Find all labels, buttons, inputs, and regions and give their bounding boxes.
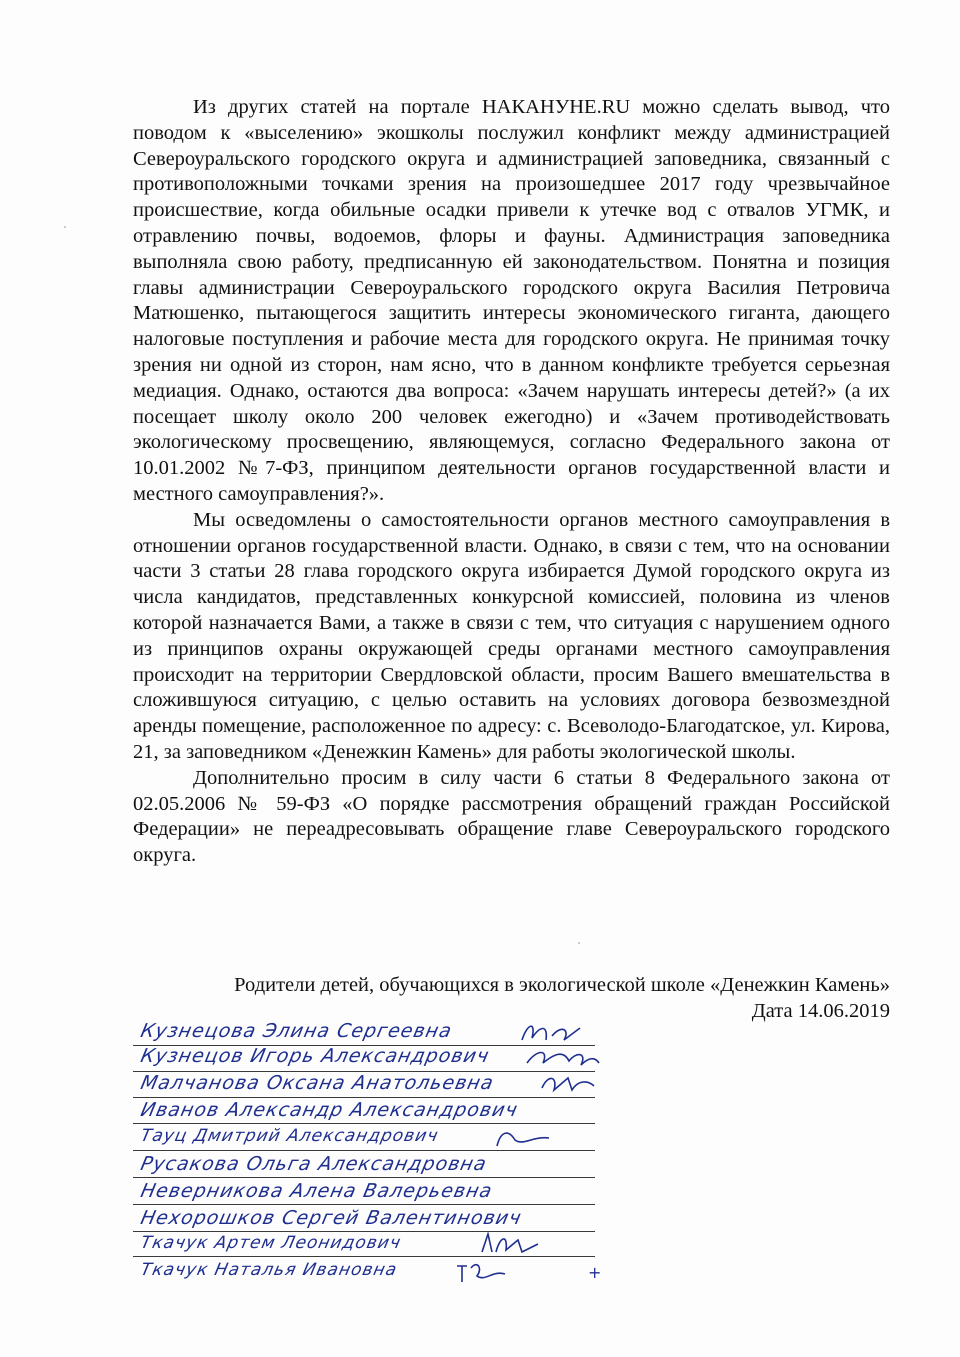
signature-entry: Кузнецов Игорь Александрович (138, 1045, 492, 1067)
closing-block (133, 972, 890, 1024)
signature-list (133, 1020, 613, 1290)
signature-entry: Тауц Дмитрий Александрович (138, 1126, 441, 1146)
signature-entry: Ткачук Артем Леонидович (138, 1233, 404, 1253)
signature-entry: Кузнецова Элина Сергеевна (138, 1020, 455, 1042)
signature-scribble (453, 1258, 513, 1286)
scan-speck (578, 942, 580, 944)
signatory-line: Родители детей, обучающихся в экологической школе «Денежкин Камень» (234, 974, 890, 996)
signature-entry: Неверникова Алена Валерьевна (138, 1180, 495, 1202)
signature-line (133, 1177, 595, 1178)
signature-entry: Русакова Ольга Александровна (138, 1153, 489, 1175)
signature-line (133, 1204, 595, 1205)
paragraph-1: Из других статей на портале НАКАНУНЕ.RU можно сделать вывод, что поводом к «выселению» экошколы послужил конфликт между администрацией Североуральского городского округа и администрацией заповедника, связанный с противоположными точками зрения на произошедшее 2017 году чрезвычайное происшествие, когда обильные осадки привели к утечке вод с отвалов УГМК, и отравлению почвы, водоемов, флоры и фауны. Администрация заповедника выполняла свою работу, предписанную ей законодательством. Понятна и позиция главы администрации Североуральского городского округа Василия Петровича Матюшенко, пытающегося защитить интересы экономического гиганта, дающего налоговые поступления и рабочие места для городского округа. Не принимая точку зрения ни одной из сторон, нам ясно, что в данном конфликте требуется серьезная медиация. Однако, остаются два вопроса: «Зачем нарушать интересы детей?» (а их посещает школу около 200 человек ежегодно) и «Зачем противодействовать экологическому просвещению, являющемуся, согласно Федерального закона от 10.01.2002 №7-ФЗ, принципом деятельности органов государственной власти и местного самоуправления?». (133, 96, 890, 505)
signature-scribble (478, 1230, 548, 1258)
paragraph-3: Дополнительно просим в силу части 6 статьи 8 Федерального закона от 02.05.2006 № 59-ФЗ «О порядке рассмотрения обращений граждан Российской Федерации» не переадресовывать обращение главе Североуральского городского округа. (133, 766, 890, 867)
scan-speck (64, 226, 66, 228)
paragraph-2: Мы осведомлены о самостоятельности органов местного самоуправления в отношении органов государственной власти. Однако, в связи с тем, что на основании части 3 статьи 28 глава городского округа избирается Думой городского округа из числа кандидатов, представленных конкурсной комиссией, половина из членов которой назначается Вами, а также в связи с тем, что ситуация с нарушением одного из принципов охраны окружающей среды органами местного самоуправления происходит на территории Свердловской области, просим Вашего вмешательства в сложившуюся ситуацию, с целью оставить на условиях договора безвозмездной аренды помещение, расположенное по адресу: с. Всеволодо-Благодатское, ул. Кирова, 21, за заповедником «Денежкин Камень» для работы экологической школы. (133, 508, 890, 763)
date-line: Дата 14.06.2019 (751, 1000, 890, 1022)
signature-scribble (493, 1126, 553, 1152)
signature-entry: Малчанова Оксана Анатольевна (138, 1072, 496, 1094)
signature-scribble (518, 1020, 588, 1046)
signature-entry: Иванов Александр Александрович (138, 1099, 521, 1121)
signature-line (133, 1123, 595, 1124)
signature-scribble (523, 1045, 603, 1071)
signature-entry: Нехорошков Сергей Валентинович (138, 1207, 524, 1229)
signature-scribble (538, 1072, 598, 1098)
signature-line (133, 1097, 595, 1098)
letter-body (133, 95, 890, 869)
ink-mark: + (588, 1263, 602, 1282)
signature-entry: Ткачук Наталья Ивановна (138, 1260, 400, 1280)
